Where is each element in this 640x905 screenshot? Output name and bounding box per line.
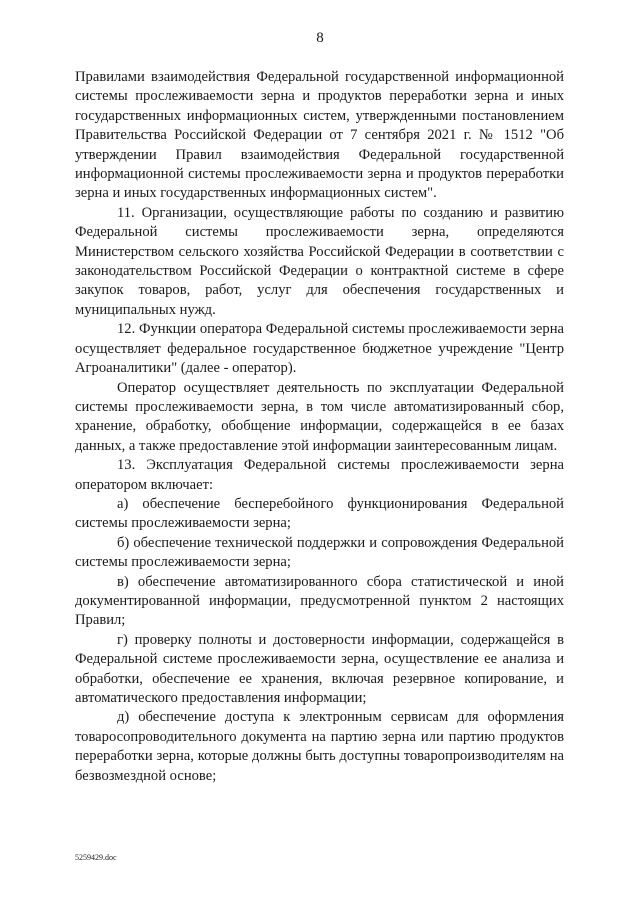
- paragraph-item-11: 11. Организации, осуществляющие работы по созданию и развитию Федеральной системы прослеживаемости зерна, определяются Министерством сельского хозяйства Российской Федерации в соответствии с законодательством Российской Федерации о контрактной системе в сфере закупок товаров, работ, услуг для обеспечения государственных и муниципальных нужд.: [75, 204, 564, 318]
- paragraph-item-13b: б) обеспечение технической поддержки и сопровождения Федеральной системы прослеживаемости зерна;: [75, 534, 564, 571]
- page-number: 8: [316, 30, 324, 46]
- paragraph-item-13g: г) проверку полноты и достоверности информации, содержащейся в Федеральной системе прослеживаемости зерна, осуществление ее анализа и обработки, обеспечение ее хранения, включая резервное копирование, и автоматического предоставления информации;: [75, 631, 564, 706]
- paragraph-item-13a: а) обеспечение бесперебойного функционирования Федеральной системы прослеживаемости зерна;: [75, 495, 564, 532]
- paragraph-item-13v: в) обеспечение автоматизированного сбора статистической и иной документированной информации, предусмотренной пунктом 2 настоящих Правил;: [75, 573, 564, 629]
- paragraph-item-13: 13. Эксплуатация Федеральной системы прослеживаемости зерна оператором включает:: [75, 457, 564, 493]
- footer-filename: 5259429.doc: [75, 853, 117, 862]
- document-body: [75, 68, 564, 786]
- paragraph-item-12: 12. Функции оператора Федеральной системы прослеживаемости зерна осуществляет федеральное государственное бюджетное учреждение "Центр Агроаналитики" (далее - оператор).: [75, 321, 564, 377]
- paragraph-operator-activity: Оператор осуществляет деятельность по эксплуатации Федеральной системы прослеживаемости зерна, в том числе автоматизированный сбор, хранение, обработку, обобщение информации, содержащейся в ее базах данных, а также предоставление этой информации заинтересованным лицам.: [75, 379, 564, 454]
- paragraph-item-13d: д) обеспечение доступа к электронным сервисам для оформления товаросопроводительного документа на партию зерна или партию продуктов переработки зерна, которые должны быть доступны товаропроизводителям на безвозмездной основе;: [75, 709, 564, 784]
- paragraph-continuation: Правилами взаимодействия Федеральной государственной информационной системы прослеживаемости зерна и продуктов переработки зерна и иных государственных информационных систем, утвержденными постановлением Правительства Российской Федерации от 7 сентября 2021 г. № 1512 "Об утверждении Правил взаимодействия Федеральной государственной информационной системы прослеживаемости зерна и продуктов переработки зерна и иных государственных информационных систем".: [75, 69, 564, 202]
